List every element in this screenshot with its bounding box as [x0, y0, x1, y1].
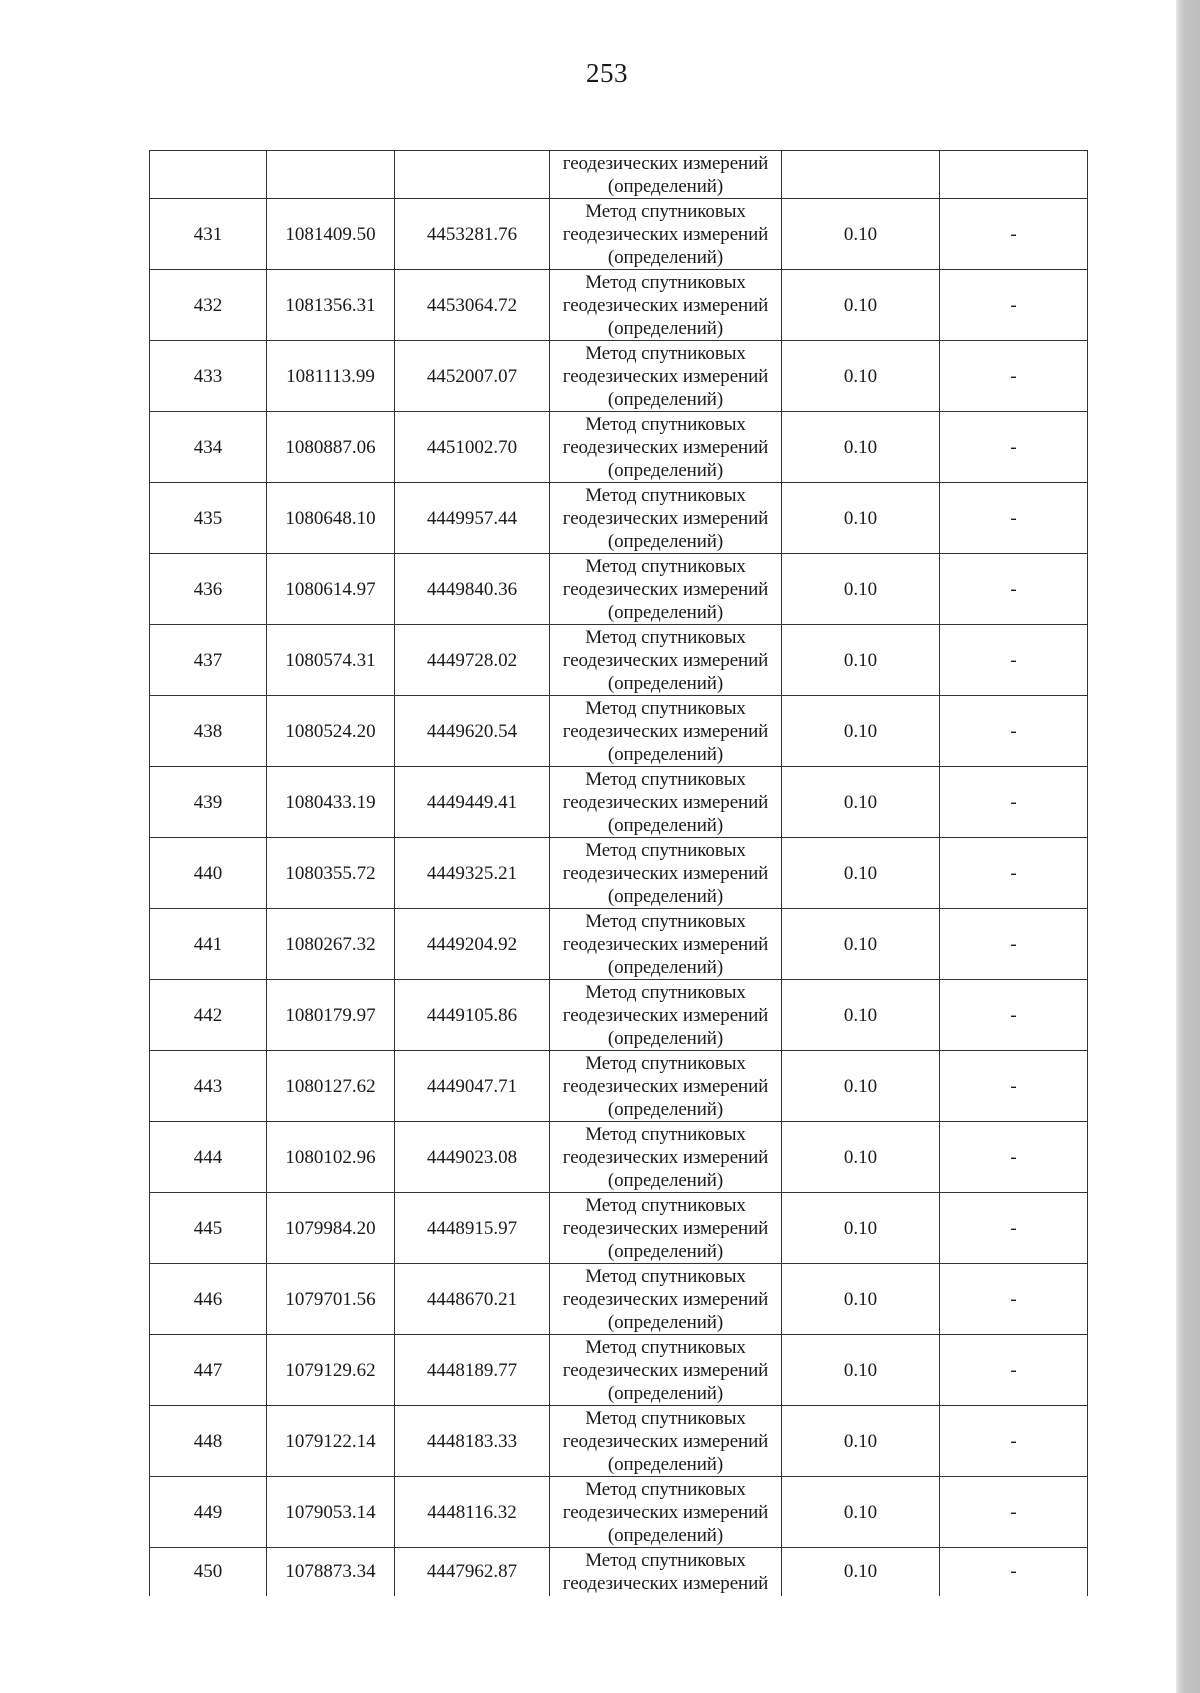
cell-x-coordinate: 1081113.99 — [267, 341, 395, 412]
cell-accuracy: 0.10 — [782, 909, 940, 980]
cell-point-number: 449 — [150, 1477, 267, 1548]
table-row — [150, 1335, 1088, 1406]
method-line: геодезических измерений — [562, 1359, 769, 1381]
cell-accuracy: 0.10 — [782, 1406, 940, 1477]
cell-method — [550, 554, 782, 625]
cell-note: - — [940, 199, 1088, 270]
cell-method — [550, 341, 782, 412]
cell-method — [550, 1193, 782, 1264]
cell-method — [550, 1051, 782, 1122]
cell-x-coordinate: 1081409.50 — [267, 199, 395, 270]
cell-accuracy: 0.10 — [782, 767, 940, 838]
table-row — [150, 412, 1088, 483]
method-line: Метод спутниковых — [585, 1123, 746, 1145]
method-line: геодезических измерений — [562, 933, 769, 955]
cell-note — [940, 151, 1088, 199]
table-row — [150, 1051, 1088, 1122]
cell-note: - — [940, 554, 1088, 625]
cell-x-coordinate: 1080524.20 — [267, 696, 395, 767]
cell-point-number — [150, 151, 267, 199]
cell-y-coordinate: 4449957.44 — [395, 483, 550, 554]
method-line: геодезических измерений — [562, 365, 769, 387]
cell-accuracy: 0.10 — [782, 1122, 940, 1193]
method-line: Метод спутниковых — [585, 626, 746, 648]
cell-x-coordinate: 1081356.31 — [267, 270, 395, 341]
table-row — [150, 1406, 1088, 1477]
cell-x-coordinate: 1079129.62 — [267, 1335, 395, 1406]
table-row — [150, 1193, 1088, 1264]
method-line: Метод спутниковых — [585, 342, 746, 364]
method-line: (определений) — [607, 956, 724, 978]
cell-method — [550, 151, 782, 199]
cell-point-number: 435 — [150, 483, 267, 554]
table-row — [150, 980, 1088, 1051]
cell-accuracy: 0.10 — [782, 554, 940, 625]
cell-method — [550, 1406, 782, 1477]
table-row — [150, 1477, 1088, 1548]
method-line: геодезических измерений — [562, 1572, 769, 1594]
cell-note: - — [940, 483, 1088, 554]
cell-point-number: 434 — [150, 412, 267, 483]
method-line: (определений) — [607, 1382, 724, 1404]
table-row — [150, 696, 1088, 767]
method-line: Метод спутниковых — [585, 1194, 746, 1216]
cell-accuracy: 0.10 — [782, 1264, 940, 1335]
method-line: Метод спутниковых — [585, 1478, 746, 1500]
method-line: геодезических измерений — [562, 720, 769, 742]
cell-note: - — [940, 909, 1088, 980]
method-line: (определений) — [607, 1524, 724, 1546]
cell-point-number: 446 — [150, 1264, 267, 1335]
method-line: Метод спутниковых — [585, 1549, 746, 1571]
method-line: (определений) — [607, 246, 724, 268]
method-line: Метод спутниковых — [585, 839, 746, 861]
page-number: 253 — [586, 58, 628, 88]
cell-accuracy: 0.10 — [782, 412, 940, 483]
cell-point-number: 432 — [150, 270, 267, 341]
cell-x-coordinate: 1080179.97 — [267, 980, 395, 1051]
method-line: Метод спутниковых — [585, 697, 746, 719]
cell-note: - — [940, 412, 1088, 483]
method-line: (определений) — [607, 530, 724, 552]
method-line: (определений) — [607, 1169, 724, 1191]
method-line: геодезических измерений — [562, 1288, 769, 1310]
method-line: геодезических измерений — [562, 791, 769, 813]
cell-note: - — [940, 1548, 1088, 1596]
cell-note: - — [940, 838, 1088, 909]
cell-method — [550, 199, 782, 270]
cell-point-number: 442 — [150, 980, 267, 1051]
method-line: Метод спутниковых — [585, 1336, 746, 1358]
cell-note: - — [940, 1193, 1088, 1264]
cell-x-coordinate: 1080355.72 — [267, 838, 395, 909]
method-line: Метод спутниковых — [585, 1407, 746, 1429]
cell-y-coordinate: 4449728.02 — [395, 625, 550, 696]
cell-x-coordinate — [267, 151, 395, 199]
cell-note: - — [940, 696, 1088, 767]
cell-note: - — [940, 341, 1088, 412]
method-line: (определений) — [607, 814, 724, 836]
cell-method — [550, 412, 782, 483]
table-row — [150, 270, 1088, 341]
cell-y-coordinate: 4452007.07 — [395, 341, 550, 412]
cell-method — [550, 270, 782, 341]
method-line: геодезических измерений — [562, 1146, 769, 1168]
cell-x-coordinate: 1079984.20 — [267, 1193, 395, 1264]
cell-accuracy: 0.10 — [782, 696, 940, 767]
cell-accuracy: 0.10 — [782, 270, 940, 341]
cell-x-coordinate: 1078873.34 — [267, 1548, 395, 1596]
cell-x-coordinate: 1080887.06 — [267, 412, 395, 483]
cell-method — [550, 1335, 782, 1406]
cell-note: - — [940, 1051, 1088, 1122]
table-row — [150, 1122, 1088, 1193]
cell-accuracy: 0.10 — [782, 838, 940, 909]
method-line: Метод спутниковых — [585, 981, 746, 1003]
cell-y-coordinate: 4449047.71 — [395, 1051, 550, 1122]
cell-method — [550, 696, 782, 767]
cell-method — [550, 767, 782, 838]
coordinates-table — [149, 150, 1088, 1596]
cell-x-coordinate: 1080102.96 — [267, 1122, 395, 1193]
cell-accuracy: 0.10 — [782, 199, 940, 270]
table-row — [150, 483, 1088, 554]
method-line: Метод спутниковых — [585, 271, 746, 293]
method-line: (определений) — [607, 388, 724, 410]
table-row-continuation — [150, 151, 1088, 199]
cell-accuracy: 0.10 — [782, 1477, 940, 1548]
cell-y-coordinate: 4451002.70 — [395, 412, 550, 483]
method-line: геодезических измерений — [562, 1430, 769, 1452]
page-edge-shadow — [1178, 0, 1200, 1693]
cell-point-number: 445 — [150, 1193, 267, 1264]
cell-note: - — [940, 1122, 1088, 1193]
cell-note: - — [940, 980, 1088, 1051]
cell-method — [550, 838, 782, 909]
cell-point-number: 441 — [150, 909, 267, 980]
cell-point-number: 436 — [150, 554, 267, 625]
method-line: Метод спутниковых — [585, 200, 746, 222]
cell-note: - — [940, 1477, 1088, 1548]
cell-method — [550, 1548, 782, 1596]
cell-point-number: 447 — [150, 1335, 267, 1406]
cell-y-coordinate — [395, 151, 550, 199]
method-line: (определений) — [607, 1311, 724, 1333]
cell-x-coordinate: 1080574.31 — [267, 625, 395, 696]
method-line: (определений) — [607, 1027, 724, 1049]
method-line: геодезических измерений — [562, 1501, 769, 1523]
cell-y-coordinate: 4449204.92 — [395, 909, 550, 980]
cell-y-coordinate: 4453064.72 — [395, 270, 550, 341]
table-row — [150, 341, 1088, 412]
method-line: геодезических измерений — [562, 1004, 769, 1026]
method-line: (определений) — [607, 1453, 724, 1475]
method-line: (определений) — [607, 672, 724, 694]
cell-accuracy: 0.10 — [782, 1548, 940, 1596]
cell-y-coordinate: 4448116.32 — [395, 1477, 550, 1548]
table-row — [150, 909, 1088, 980]
table-row — [150, 625, 1088, 696]
cell-accuracy: 0.10 — [782, 1051, 940, 1122]
table-row — [150, 767, 1088, 838]
cell-note: - — [940, 625, 1088, 696]
cell-point-number: 448 — [150, 1406, 267, 1477]
method-line: геодезических измерений — [562, 578, 769, 600]
table-row — [150, 1548, 1088, 1596]
method-line: геодезических измерений — [562, 1075, 769, 1097]
method-line: геодезических измерений — [562, 862, 769, 884]
cell-point-number: 439 — [150, 767, 267, 838]
cell-method — [550, 1264, 782, 1335]
cell-x-coordinate: 1080127.62 — [267, 1051, 395, 1122]
cell-x-coordinate: 1080433.19 — [267, 767, 395, 838]
method-line: геодезических измерений — [562, 507, 769, 529]
cell-y-coordinate: 4449620.54 — [395, 696, 550, 767]
cell-x-coordinate: 1080614.97 — [267, 554, 395, 625]
cell-method — [550, 625, 782, 696]
cell-note: - — [940, 1406, 1088, 1477]
method-line: (определений) — [607, 317, 724, 339]
method-line: геодезических измерений — [562, 223, 769, 245]
method-line: Метод спутниковых — [585, 910, 746, 932]
cell-x-coordinate: 1080267.32 — [267, 909, 395, 980]
cell-y-coordinate: 4449449.41 — [395, 767, 550, 838]
cell-y-coordinate: 4449325.21 — [395, 838, 550, 909]
cell-y-coordinate: 4448189.77 — [395, 1335, 550, 1406]
cell-y-coordinate: 4449023.08 — [395, 1122, 550, 1193]
cell-accuracy — [782, 151, 940, 199]
method-line: Метод спутниковых — [585, 555, 746, 577]
cell-point-number: 444 — [150, 1122, 267, 1193]
table-row — [150, 554, 1088, 625]
cell-x-coordinate: 1079053.14 — [267, 1477, 395, 1548]
cell-method — [550, 1477, 782, 1548]
method-line: геодезических измерений — [562, 436, 769, 458]
cell-point-number: 450 — [150, 1548, 267, 1596]
cell-note: - — [940, 1264, 1088, 1335]
cell-note: - — [940, 1335, 1088, 1406]
method-line: (определений) — [607, 601, 724, 623]
table-row — [150, 199, 1088, 270]
cell-y-coordinate: 4447962.87 — [395, 1548, 550, 1596]
method-line: геодезических измерений — [562, 1217, 769, 1239]
cell-y-coordinate: 4449105.86 — [395, 980, 550, 1051]
method-line: (определений) — [607, 1240, 724, 1262]
cell-y-coordinate: 4448670.21 — [395, 1264, 550, 1335]
cell-x-coordinate: 1080648.10 — [267, 483, 395, 554]
cell-accuracy: 0.10 — [782, 341, 940, 412]
cell-method — [550, 483, 782, 554]
cell-point-number: 437 — [150, 625, 267, 696]
cell-point-number: 438 — [150, 696, 267, 767]
cell-x-coordinate: 1079701.56 — [267, 1264, 395, 1335]
method-line: геодезических измерений — [562, 294, 769, 316]
cell-y-coordinate: 4453281.76 — [395, 199, 550, 270]
coordinates-table-body — [150, 151, 1088, 1596]
cell-accuracy: 0.10 — [782, 1193, 940, 1264]
method-line: Метод спутниковых — [585, 1265, 746, 1287]
table-row — [150, 838, 1088, 909]
cell-y-coordinate: 4448915.97 — [395, 1193, 550, 1264]
cell-note: - — [940, 767, 1088, 838]
method-line: (определений) — [607, 175, 724, 197]
cell-method — [550, 909, 782, 980]
cell-point-number: 440 — [150, 838, 267, 909]
cell-x-coordinate: 1079122.14 — [267, 1406, 395, 1477]
cell-y-coordinate: 4449840.36 — [395, 554, 550, 625]
method-line: геодезических измерений — [562, 152, 769, 174]
method-line: (определений) — [607, 885, 724, 907]
method-line: (определений) — [607, 743, 724, 765]
method-line: (определений) — [607, 1098, 724, 1120]
cell-point-number: 443 — [150, 1051, 267, 1122]
cell-point-number: 431 — [150, 199, 267, 270]
method-line: геодезических измерений — [562, 649, 769, 671]
method-line: Метод спутниковых — [585, 1052, 746, 1074]
cell-y-coordinate: 4448183.33 — [395, 1406, 550, 1477]
cell-accuracy: 0.10 — [782, 483, 940, 554]
method-line: (определений) — [607, 459, 724, 481]
method-line: Метод спутниковых — [585, 768, 746, 790]
cell-note: - — [940, 270, 1088, 341]
method-line: Метод спутниковых — [585, 413, 746, 435]
method-line: Метод спутниковых — [585, 484, 746, 506]
table-row — [150, 1264, 1088, 1335]
cell-accuracy: 0.10 — [782, 1335, 940, 1406]
cell-point-number: 433 — [150, 341, 267, 412]
cell-method — [550, 1122, 782, 1193]
cell-accuracy: 0.10 — [782, 980, 940, 1051]
cell-method — [550, 980, 782, 1051]
cell-accuracy: 0.10 — [782, 625, 940, 696]
